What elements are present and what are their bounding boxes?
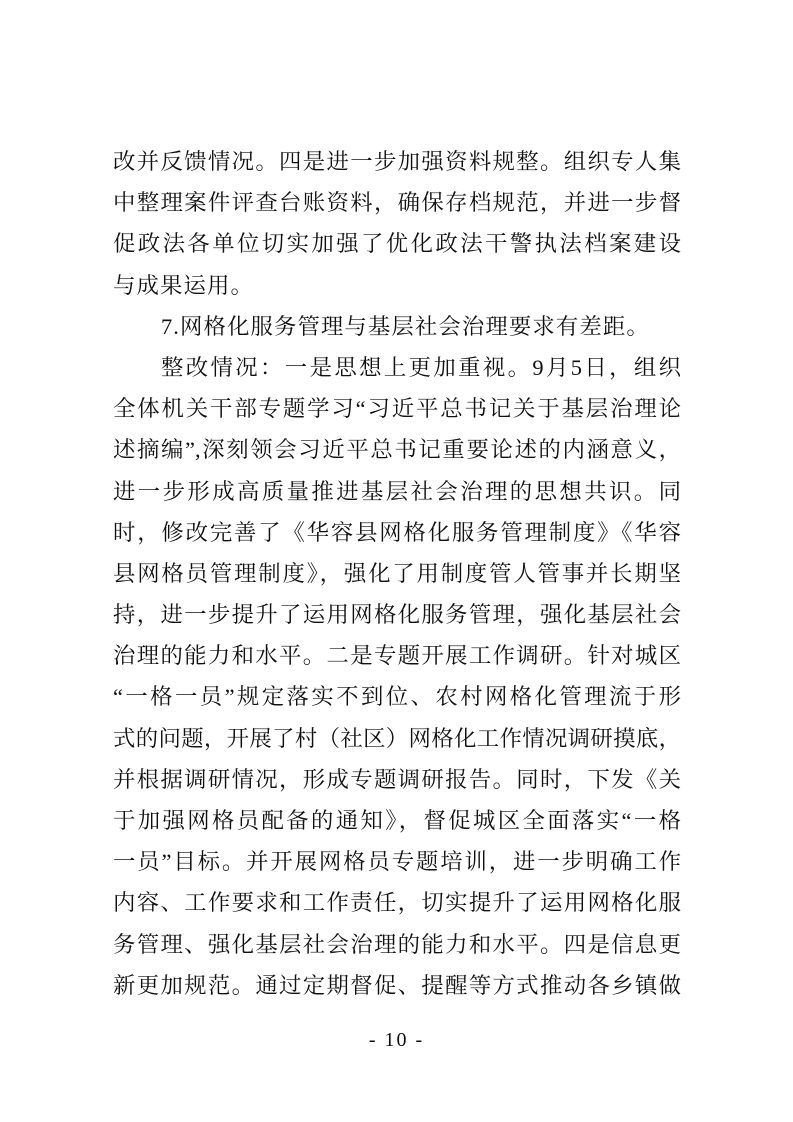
body-line: 一员”目标。并开展网格员专题培训，进一步明确工作 [113,849,681,875]
body-line: 时，修改完善了《华容县网格化服务管理制度》《华容 [113,519,681,545]
section-heading-text: 7.网格化服务管理与基层社会治理要求有差距。 [161,313,650,339]
body-line: “一格一员”规定落实不到位、农村网格化管理流于形 [113,684,681,710]
section-heading [113,306,681,347]
body-text [113,141,681,1006]
body-line: 式的问题，开展了村（社区）网格化工作情况调研摸底， [113,725,681,751]
body-line: 并根据调研情况，形成专题调研报告。同时，下发《关 [113,766,681,792]
body-line: 促政法各单位切实加强了优化政法干警执法档案建设 [113,231,681,257]
body-line: 全体机关干部专题学习“习近平总书记关于基层治理论 [113,396,681,422]
body-line: 内容、工作要求和工作责任，切实提升了运用网格化服 [113,890,681,916]
page-number: - 10 - [368,1029,425,1051]
body-line: 述摘编”,深刻领会习近平总书记重要论述的内涵意义， [113,437,681,463]
body-line: 于加强网格员配备的通知》，督促城区全面落实“一格 [113,808,681,833]
body-line: 新更加规范。通过定期督促、提醒等方式推动各乡镇做 [113,972,681,998]
body-line: 与成果运用。 [113,272,254,298]
body-line: 治理的能力和水平。二是专题开展工作调研。针对城区 [113,643,681,669]
paragraph-continued [113,141,681,306]
body-line: 持，进一步提升了运用网格化服务管理，强化基层社会 [113,602,681,628]
body-line: 进一步形成高质量推进基层社会治理的思想共识。同 [113,478,681,504]
paragraph-rectification [113,347,681,1006]
body-line: 改并反馈情况。四是进一步加强资料规整。组织专人集 [113,149,681,174]
body-line: 中整理案件评查台账资料，确保存档规范，并进一步督 [113,190,681,216]
body-line: 县网格员管理制度》，强化了用制度管人管事并长期坚 [113,560,681,586]
body-line: 整改情况：一是思想上更加重视。9月5日，组织 [161,354,681,380]
body-line: 务管理、强化基层社会治理的能力和水平。四是信息更 [113,931,681,957]
